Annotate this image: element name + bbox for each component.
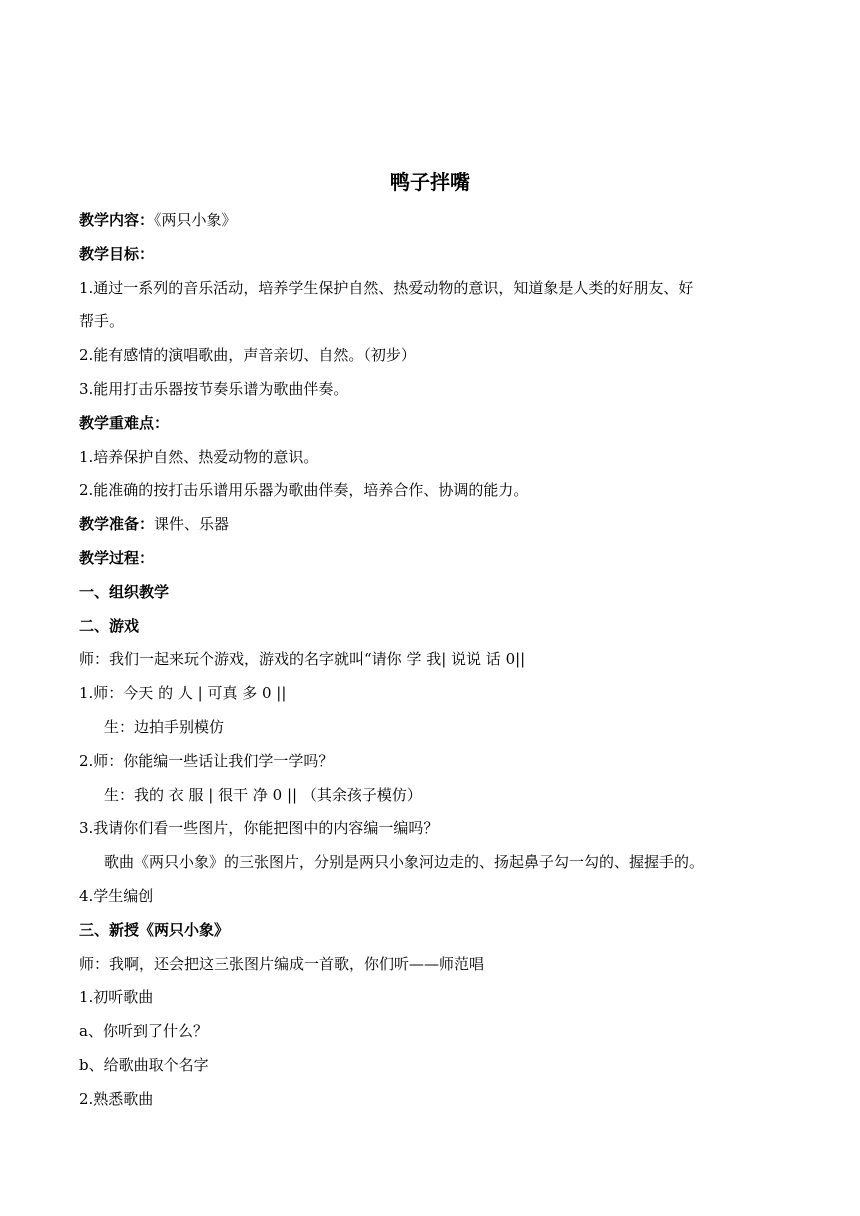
lesson-line-5: 2.熟悉歌曲 [79,1090,154,1108]
keypoints-label: 教学重难点： [79,414,170,432]
keypoint-item-1: 1.培养保护自然、热爱动物的意识。 [79,448,319,466]
game-line-8: 4.学生编创 [79,887,154,905]
section-heading-1: 一、组织教学 [79,583,170,601]
lesson-line-4: b、给歌曲取个名字 [79,1056,209,1074]
section-heading-3: 三、新授《两只小象》 [79,921,230,939]
prep-line [79,513,789,535]
lesson-line-3: a、你听到了什么？ [79,1022,208,1040]
content-value: 《两只小象》 [154,211,237,229]
goal-item-1: 1.通过一系列的音乐活动，培养学生保护自然、热爱动物的意识，知道象是人类的好朋友、好 [79,279,694,297]
prep-label: 教学准备： [79,515,155,533]
game-line-7: 歌曲《两只小象》的三张图片，分别是两只小象河边走的、扬起鼻子勾一勾的、握握手的。 [104,853,705,871]
content-line [79,209,789,231]
game-line-3: 生：边拍手别模仿 [104,718,225,736]
goal-item-1-cont: 帮手。 [79,312,125,330]
lesson-line-1: 师：我啊，还会把这三张图片编成一首歌，你们听——师范唱 [79,955,485,973]
section-heading-2: 二、游戏 [79,617,140,635]
process-label: 教学过程： [79,549,155,567]
game-line-6: 3.我请你们看一些图片，你能把图中的内容编一编吗？ [79,819,439,837]
game-line-2: 1.师：今天 的 人 | 可真 多 0 || [79,684,287,702]
goal-item-3: 3.能用打击乐器按节奏乐谱为歌曲伴奏。 [79,380,349,398]
game-line-4: 2.师：你能编一些话让我们学一学吗？ [79,752,334,770]
goal-item-2: 2.能有感情的演唱歌曲，声音亲切、自然。（初步） [79,346,416,364]
game-line-1: 师：我们一起来玩个游戏，游戏的名字就叫“请你 学 我| 说说 话 0|| [79,650,526,668]
prep-value: 课件、乐器 [154,515,230,533]
content-label: 教学内容： [79,211,155,229]
lesson-line-2: 1.初听歌曲 [79,988,154,1006]
goals-label: 教学目标： [79,245,155,263]
document-title: 鸭子拌嘴 [390,170,470,194]
keypoint-item-2: 2.能准确的按打击乐谱用乐器为歌曲伴奏，培养合作、协调的能力。 [79,481,529,499]
game-line-5: 生：我的 衣 服 | 很干 净 0 || （其余孩子模仿） [104,786,422,804]
